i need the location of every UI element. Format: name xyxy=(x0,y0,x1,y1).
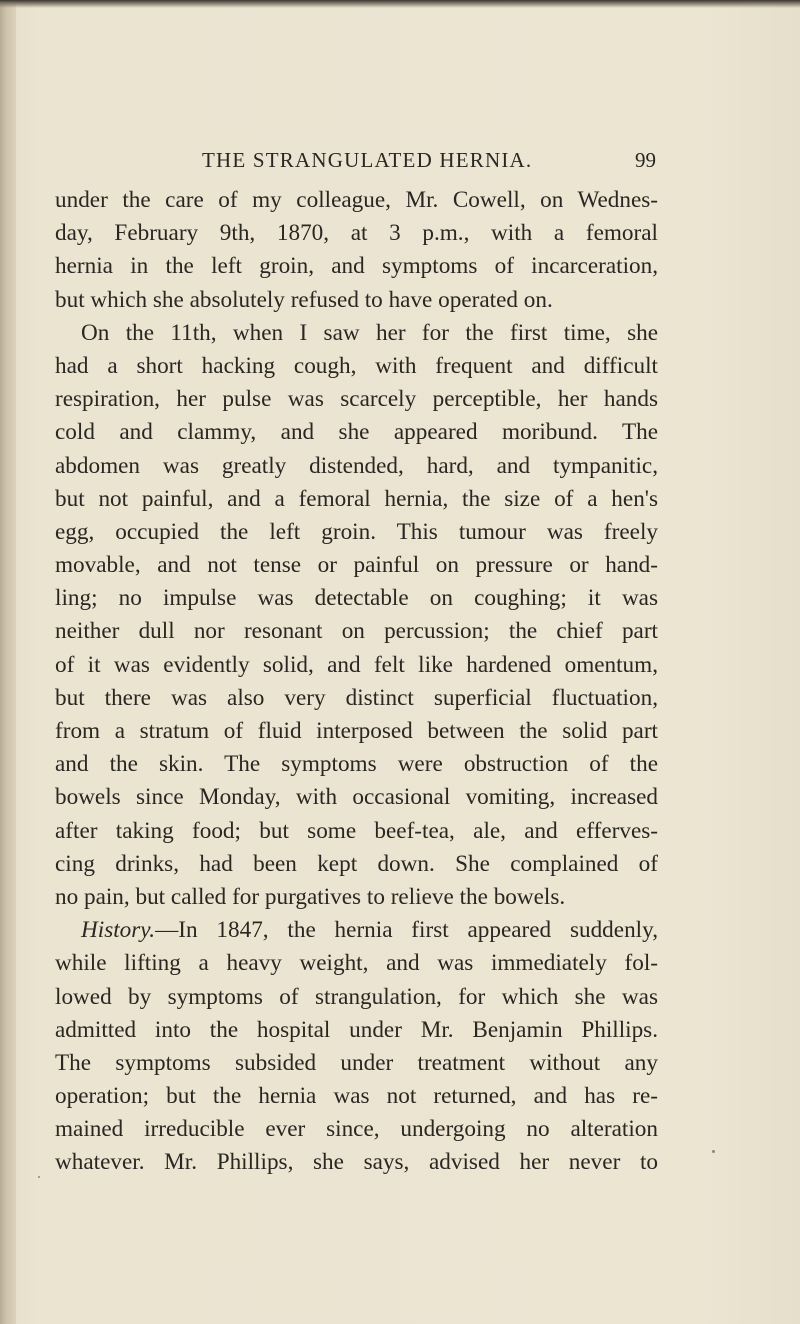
paragraph-start-line: On the 11th, when I saw her for the first time, she xyxy=(81,319,658,346)
text-line: from a stratum of fluid interposed between the solid part xyxy=(55,718,658,744)
text-line: respiration, her pulse was scarcely perceptible, her hands xyxy=(55,386,658,413)
running-title: THE STRANGULATED HERNIA. xyxy=(202,148,533,172)
history-paragraph-start-line xyxy=(55,914,658,947)
page-gutter-shadow xyxy=(0,0,16,1324)
text-line: after taking food; but some beef-tea, ale, and efferves- xyxy=(55,817,658,844)
text-line: but there was also very distinct superficial fluctuation, xyxy=(55,684,658,711)
page-top-edge xyxy=(0,0,800,8)
text-line: admitted into the hospital under Mr. Benjamin Phillips. xyxy=(55,1016,658,1043)
text-line: of it was evidently solid, and felt like hardened omentum, xyxy=(55,651,658,678)
history-text: —In 1847, the hernia first appeared suddenly, xyxy=(155,917,658,944)
text-line: no pain, but called for purgatives to relieve the bowels. xyxy=(55,883,566,910)
text-line: but which she absolutely refused to have operated on. xyxy=(55,286,553,313)
text-line: day, February 9th, 1870, at 3 p.m., with a femoral xyxy=(55,220,658,247)
text-line: but not painful, and a femoral hernia, the size of a hen's xyxy=(55,485,658,512)
text-line: had a short hacking cough, with frequent and difficult xyxy=(55,352,658,379)
text-line: under the care of my colleague, Mr. Cowell, on Wednes- xyxy=(55,187,658,213)
text-line: cing drinks, had been kept down. She complained of xyxy=(55,850,658,877)
text-line: and the skin. The symptoms were obstruction of the xyxy=(55,751,658,778)
text-line: operation; but the hernia was not returned, and has re- xyxy=(55,1083,658,1110)
text-line: ling; no impulse was detectable on coughing; it was xyxy=(55,585,658,612)
page-header xyxy=(202,148,656,178)
text-line: The symptoms subsided under treatment without any xyxy=(55,1049,658,1076)
text-line: while lifting a heavy weight, and was immediately fol- xyxy=(55,950,658,977)
text-line: abdomen was greatly distended, hard, and tympanitic, xyxy=(55,452,658,479)
history-label: History. xyxy=(81,917,156,944)
text-line: egg, occupied the left groin. This tumour was freely xyxy=(55,518,658,545)
text-line: neither dull nor resonant on percussion; the chief part xyxy=(55,618,658,645)
text-line: hernia in the left groin, and symptoms of incarceration, xyxy=(55,253,658,280)
body-text xyxy=(55,184,658,1180)
text-line: cold and clammy, and she appeared moribund. The xyxy=(55,419,658,446)
page-number: 99 xyxy=(635,148,656,172)
text-line: movable, and not tense or painful on pressure or hand- xyxy=(55,552,658,579)
text-line: lowed by symptoms of strangulation, for which she was xyxy=(55,983,658,1010)
text-line: whatever. Mr. Phillips, she says, advised her never to xyxy=(55,1149,658,1176)
paper-speck xyxy=(38,1176,40,1178)
paper-speck xyxy=(712,1150,715,1153)
text-line: bowels since Monday, with occasional vomiting, increased xyxy=(55,784,658,811)
text-line: mained irreducible ever since, undergoing no alteration xyxy=(55,1116,658,1143)
